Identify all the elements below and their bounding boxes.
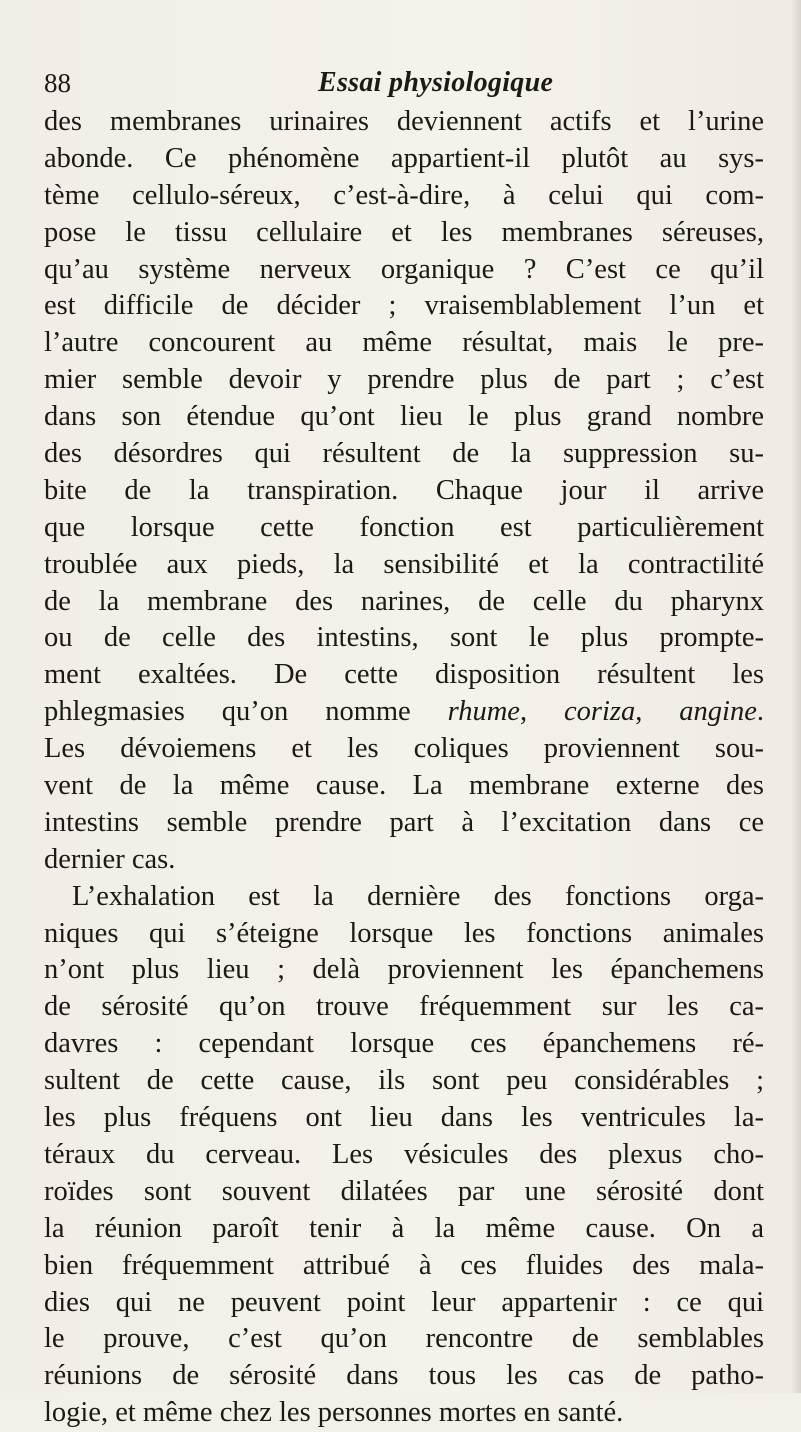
text-segment: des membranes urinaires deviennent actifs et l’urine [44, 106, 764, 137]
text-line [44, 952, 764, 989]
text-line [44, 252, 764, 289]
text-line [44, 399, 764, 436]
text-segment: téraux du cerveau. Les vésicules des plexus cho- [44, 1138, 764, 1170]
text-segment: ment exaltées. De cette disposition résultent les [44, 659, 764, 691]
text-line [44, 288, 764, 325]
text-line [44, 1211, 764, 1248]
text-line [44, 104, 764, 141]
text-line [44, 879, 764, 916]
text-segment: sultent de cette cause, ils sont peu considérables ; [44, 1065, 764, 1097]
text-segment: bite de la transpiration. Chaque jour il arrive [44, 474, 764, 506]
text-line [44, 1137, 764, 1174]
text-segment: n’ont plus lieu ; delà proviennent les épanchemens [44, 954, 764, 986]
text-segment: davres : cependant lorsque ces épanchemens ré- [44, 1028, 764, 1060]
text-line [44, 1248, 764, 1285]
text-segment: réunions de sérosité dans tous les cas de patho- [44, 1360, 764, 1392]
text-line [44, 1100, 764, 1137]
text-segment: Les dévoiemens et les coliques proviennent sou- [44, 733, 764, 765]
text-line [44, 547, 764, 584]
text-line [44, 1321, 764, 1358]
text-line [44, 694, 764, 731]
italic-term: coriza [564, 696, 636, 728]
text-line [44, 1174, 764, 1211]
text-line [44, 1395, 764, 1432]
text-line [44, 1026, 764, 1063]
text-segment: logie, et même chez les personnes mortes en santé. [44, 1397, 624, 1429]
text-segment: mier semble devoir y prendre plus de part ; c’est [44, 364, 764, 396]
text-segment: , [519, 696, 564, 728]
text-segment: bien fréquemment attribué à ces fluides des mala- [44, 1249, 764, 1281]
text-line [44, 362, 764, 399]
text-line [44, 842, 764, 879]
text-segment: troublée aux pieds, la sensibilité et la contractilité [44, 548, 764, 580]
text-line [44, 989, 764, 1026]
text-segment: les plus fréquens ont lieu dans les ventricules la- [44, 1102, 764, 1134]
text-line [44, 141, 764, 178]
running-head [44, 62, 754, 104]
text-line [44, 325, 764, 362]
text-segment: des désordres qui résultent de la suppression su- [44, 438, 764, 470]
text-line [44, 768, 764, 805]
text-line [44, 215, 764, 252]
text-line [44, 1358, 764, 1395]
text-line [44, 584, 764, 621]
page-edge-shadow [791, 0, 801, 1393]
text-segment: dernier cas. [44, 843, 176, 875]
text-segment: niques qui s’éteigne lorsque les fonctions animales [44, 917, 764, 949]
text-line [44, 731, 764, 768]
text-line [44, 805, 764, 842]
text-segment: de la membrane des narines, de celle du pharynx [44, 585, 764, 617]
text-line [44, 916, 764, 953]
text-segment: la réunion paroît tenir à la même cause. On a [44, 1212, 764, 1244]
text-line [44, 657, 764, 694]
running-title: Essai physiologique [318, 67, 554, 98]
page-number: 88 [44, 68, 71, 98]
text-segment: est difficile de décider ; vraisemblablement l’un et [44, 290, 764, 322]
text-segment: que lorsque cette fonction est particulièrement [44, 511, 764, 543]
text-line [44, 436, 764, 473]
italic-term: rhume [447, 696, 520, 728]
text-segment: roïdes sont souvent dilatées par une sérosité dont [44, 1175, 764, 1207]
text-line [44, 1063, 764, 1100]
text-segment: phlegmasies qu’on nomme [44, 696, 448, 728]
text-segment: . [756, 696, 764, 728]
text-line [44, 473, 764, 510]
text-segment: tème cellulo-séreux, c’est-à-dire, à celui qui com- [44, 179, 764, 211]
text-segment: L’exhalation est la dernière des fonctions orga- [72, 880, 764, 912]
text-segment: abonde. Ce phénomène appartient-il plutôt au sys- [44, 142, 764, 174]
text-segment: ou de celle des intestins, sont le plus prompte- [44, 622, 764, 654]
text-line [44, 510, 764, 547]
text-segment: vent de la même cause. La membrane externe des [44, 770, 764, 802]
text-segment: dies qui ne peuvent point leur appartenir : ce qui [44, 1286, 764, 1318]
text-line [44, 620, 764, 657]
text-segment: intestins semble prendre part à l’excitation dans ce [44, 806, 764, 838]
text-segment: dans son étendue qu’ont lieu le plus grand nombre [44, 401, 764, 433]
text-line [44, 1285, 764, 1322]
text-segment: , [635, 696, 680, 728]
text-segment: de sérosité qu’on trouve fréquemment sur les ca- [44, 991, 764, 1023]
text-segment: qu’au système nerveux organique ? C’est ce qu’il [44, 253, 764, 285]
text-segment: le prouve, c’est qu’on rencontre de semblables [44, 1323, 764, 1355]
body-text [44, 104, 764, 1432]
text-line [44, 178, 764, 215]
text-segment: pose le tissu cellulaire et les membranes séreuses, [44, 216, 764, 248]
text-segment: l’autre concourent au même résultat, mais le pre- [44, 327, 764, 359]
italic-term: angine [679, 696, 757, 728]
